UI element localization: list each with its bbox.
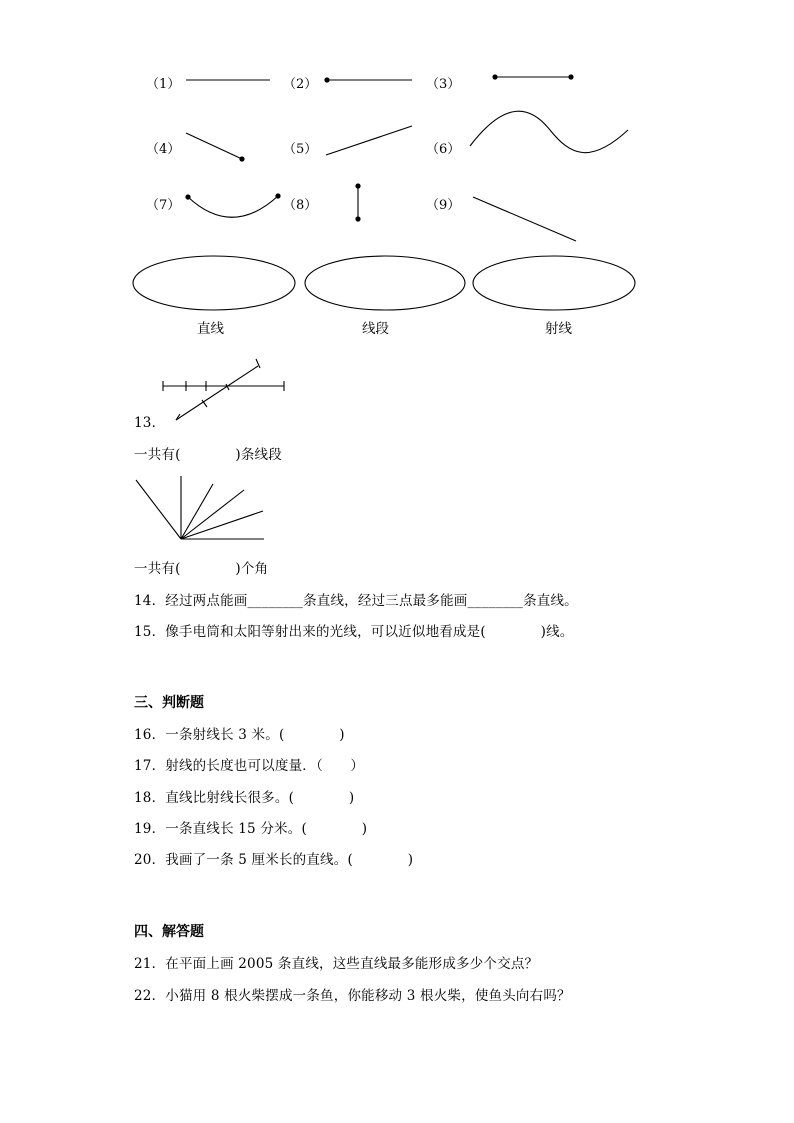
figure-5-straight-line [326,126,412,155]
q13-angle-ray [181,511,263,539]
question-16: 16．一条射线长 3 米。( ) [134,727,345,743]
q15-text: 15．像手电筒和太阳等射出来的光线，可以近似地看成是( )线。 [134,624,574,640]
ellipse-segment [305,256,465,310]
ellipse-straight-line [133,256,295,310]
figure-3-endpoint-left [492,74,497,79]
figure-label-6: （6） [426,142,461,157]
figure-label-5: （5） [283,142,318,157]
figure-8-endpoint-bottom [355,216,360,221]
figure-label-7: （7） [146,198,181,213]
figure-4-ray [186,133,242,159]
question-19: 19．一条直线长 15 分米。( ) [134,821,368,837]
figure-7-arc [188,196,278,217]
figure-7-endpoint-right [275,193,280,198]
category-label-straight-line: 直线 [197,321,224,337]
ellipse-ray [473,256,635,310]
figure-4-endpoint [239,156,244,161]
figure-9-straight-line [473,197,576,241]
figure-label-4: （4） [146,142,181,157]
figure-label-8: （8） [283,198,318,213]
question-18: 18．直线比射线长很多。( ) [134,790,355,806]
category-label-ray: 射线 [545,321,572,337]
figure-6-curve [470,111,628,152]
figure-label-3: （3） [426,77,461,92]
q13-angle-ray [181,490,244,539]
question-17: 17．射线的长度也可以度量．（ ） [134,758,365,774]
figure-3-endpoint-right [568,74,573,79]
q13-number: 13． [134,415,166,431]
section-4-title: 四、解答题 [134,924,204,940]
figure-8-endpoint-top [355,183,360,188]
question-20: 20．我画了一条 5 厘米长的直线。( ) [134,852,414,868]
q13-angles-question: 一共有( )个角 [134,561,269,577]
q13-angle-ray [136,480,181,539]
category-label-segment: 线段 [362,321,389,337]
q13-diagonal-line [176,366,258,420]
figure-label-2: （2） [283,77,318,92]
figure-7-endpoint-left [185,194,190,199]
question-22: 22．小猫用 8 根火柴摆成一条鱼，你能移动 3 根火柴，使鱼头向右吗？ [134,988,571,1004]
q13-line-segments-question: 一共有( )条线段 [134,447,282,463]
figure-2-endpoint [324,77,329,82]
q13-angle-ray [181,484,213,539]
question-21: 21．在平面上画 2005 条直线，这些直线最多能形成多少个交点？ [134,956,539,972]
figure-label-1: （1） [146,77,181,92]
figure-label-9: （9） [426,198,461,213]
q14-text: 14．经过两点能画________条直线，经过三点最多能画________条直线。 [134,593,578,609]
section-3-title: 三、判断题 [134,695,204,711]
